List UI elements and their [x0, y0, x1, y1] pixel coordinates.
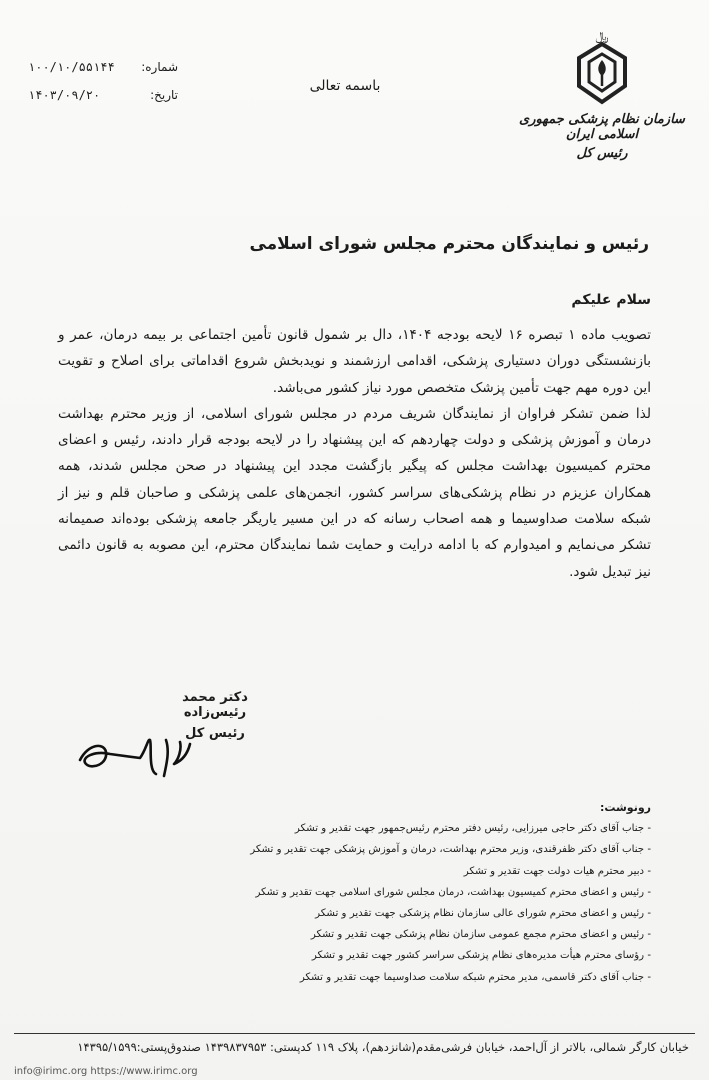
- copies-title: رونوشت:: [599, 801, 651, 814]
- letter-body: [58, 322, 651, 585]
- signer-title: رئیس کل: [185, 726, 245, 741]
- number-value: ۱۰۰/۱۰/۵۵۱۴۴: [28, 60, 115, 74]
- greeting: سلام علیکم: [571, 292, 651, 308]
- organization-subtitle: رئیس کل: [576, 146, 628, 161]
- letter-meta: [28, 60, 178, 116]
- body-paragraph-1: تصویب ماده ۱ تبصره ۱۶ لایحه بودجه ۱۴۰۴، دال بر شمول قانون تأمین اجتماعی بر بیمه درمان، عمر و بازنشستگی دوران دستیاری پزشکی، اقدامی ارزشمند و نویدبخش شروع اقداماتی برای اصلاح و تقویت این دوره مهم جهت تأمین پزشک متخصص مورد نیاز کشور می‌باشد.: [58, 327, 651, 396]
- copy-item: - جناب آقای دکتر قاسمی، مدیر محترم شبکه سلامت صداوسیما جهت تقدیر و تشکر: [299, 971, 651, 983]
- body-paragraph-2: لذا ضمن تشکر فراوان از نمایندگان شریف مردم در مجلس شورای اسلامی، از وزیر محترم بهداشت درمان و آموزش پزشکی و دولت چهاردهم که این پیشنهاد را در لایحه بودجه قرار دادند، رئیس و اعضای محترم کمیسیون بهداشت مجلس که پیگیر بازگشت مجدد این پیشنهاد در صحن مجلس شدند، همه همکاران عزیزم در نظام پزشکی‌های سراسر کشور، انجمن‌های علمی پزشکی و صاحبان قلم و نیز از شبکه سلامت صداوسیما و همه اصحاب رسانه که در این مسیر یاریگر جامعه پزشکی بوده‌اند صمیمانه تشکر می‌نمایم و امیدوارم که با ادامه درایت و حمایت شما نمایندگان محترم، این مصوبه به قانون دائمی نیز تبدیل شود.: [58, 405, 651, 580]
- copy-item: - رئیس و اعضای محترم کمیسیون بهداشت، درمان مجلس شورای اسلامی جهت تقدیر و تشکر: [255, 886, 651, 898]
- copy-item: - رؤسای محترم هیأت مدیره‌های نظام پزشکی سراسر کشور جهت تقدیر و تشکر: [311, 950, 651, 962]
- handwritten-signature-icon: [70, 730, 200, 790]
- copy-item: - رئیس و اعضای محترم مجمع عمومی سازمان نظام پزشکی جهت تقدیر و تشکر: [310, 929, 651, 941]
- footer-contact: info@irimc.org https://www.irimc.org: [14, 1066, 198, 1077]
- date-row: [28, 88, 178, 102]
- date-value: ۱۴۰۳/۰۹/۲۰: [28, 88, 101, 102]
- footer-address: خیابان کارگر شمالی، بالاتر از آل‌احمد، خیابان فرشی‌مقدم(شانزدهم)، پلاک ۱۱۹ کدپستی: ۱۴۳۹۸۳۷۹۵۳ صندوق‌پستی:۱۴۳۹۵/۱۵۹۹: [77, 1040, 689, 1054]
- footer-divider: [14, 1033, 695, 1034]
- copy-item: - رئیس و اعضای محترم شورای عالی سازمان نظام پزشکی جهت تقدیر و تشکر: [315, 908, 651, 920]
- number-row: [28, 60, 178, 74]
- svg-text:﷼: ﷼: [595, 29, 609, 43]
- copy-item: - دبیر محترم هیات دولت جهت تقدیر و تشکر: [463, 865, 651, 877]
- copies-list: [200, 797, 651, 988]
- bismillah-heading: باسمه تعالی: [309, 78, 381, 94]
- signer-name: دکتر محمد رئیس‌زاده: [182, 690, 248, 720]
- copy-item: - جناب آقای دکتر ظفرقندی، وزیر محترم بهداشت، درمان و آموزش پزشکی جهت تقدیر و تشکر: [250, 844, 651, 856]
- organization-emblem-icon: [567, 28, 637, 108]
- letterhead-logo-block: [517, 28, 687, 161]
- date-label: تاریخ:: [150, 88, 178, 102]
- addressee-heading: رئیس و نمایندگان محترم مجلس شورای اسلامی: [249, 234, 649, 254]
- copy-item: - جناب آقای دکتر حاجی میرزایی، رئیس دفتر محترم رئیس‌جمهور جهت تقدیر و تشکر: [294, 823, 651, 835]
- organization-name: سازمان نظام پزشکی جمهوری اسلامی ایران: [519, 112, 685, 142]
- number-label: شماره:: [141, 60, 178, 74]
